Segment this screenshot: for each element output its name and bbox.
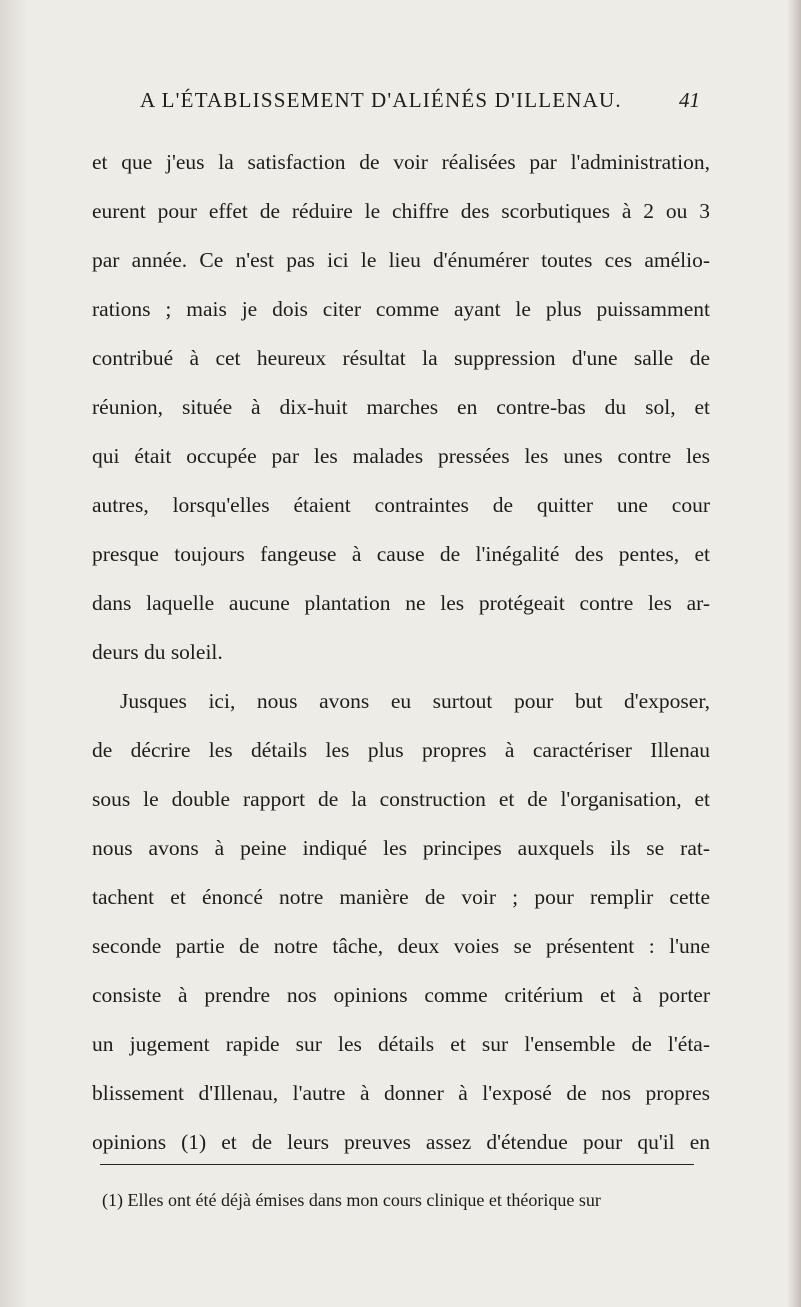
text-line: sous le double rapport de la construction et de l'organisation, et xyxy=(92,787,710,811)
text-line: qui était occupée par les malades pressées les unes contre les xyxy=(92,444,710,468)
text-line: consiste à prendre nos opinions comme critérium et à porter xyxy=(92,983,710,1007)
text-line: par année. Ce n'est pas ici le lieu d'énumérer toutes ces amélio- xyxy=(92,248,710,272)
text-line: contribué à cet heureux résultat la suppression d'une salle de xyxy=(92,346,710,370)
text-line: dans laquelle aucune plantation ne les protégeait contre les ar- xyxy=(92,591,710,615)
body-text xyxy=(92,138,710,1167)
text-line: autres, lorsqu'elles étaient contraintes de quitter une cour xyxy=(92,493,710,517)
text-line: nous avons à peine indiqué les principes auxquels ils se rat- xyxy=(92,836,710,860)
text-line: de décrire les détails les plus propres à caractériser Illenau xyxy=(92,738,710,762)
running-title: A L'ÉTABLISSEMENT D'ALIÉNÉS D'ILLENAU. xyxy=(140,88,622,112)
text-line-paragraph-start: Jusques ici, nous avons eu surtout pour but d'exposer, xyxy=(120,689,710,713)
text-line: un jugement rapide sur les détails et sur l'ensemble de l'éta- xyxy=(92,1032,710,1056)
page-number: 41 xyxy=(679,88,700,112)
text-line: opinions (1) et de leurs preuves assez d'étendue pour qu'il en xyxy=(92,1130,710,1154)
text-line: eurent pour effet de réduire le chiffre des scorbutiques à 2 ou 3 xyxy=(92,199,710,223)
footnote: (1) Elles ont été déjà émises dans mon cours clinique et théorique sur xyxy=(102,1190,601,1210)
footnote-divider xyxy=(100,1164,694,1165)
text-line: réunion, située à dix-huit marches en contre-bas du sol, et xyxy=(92,395,710,419)
text-line-paragraph-end: deurs du soleil. xyxy=(92,640,223,664)
text-line: tachent et énoncé notre manière de voir ; pour remplir cette xyxy=(92,885,710,909)
text-line: seconde partie de notre tâche, deux voies se présentent : l'une xyxy=(92,934,710,958)
running-head xyxy=(140,88,700,118)
text-line: presque toujours fangeuse à cause de l'inégalité des pentes, et xyxy=(92,542,710,566)
text-line: et que j'eus la satisfaction de voir réalisées par l'administration, xyxy=(92,150,710,174)
text-line: blissement d'Illenau, l'autre à donner à l'exposé de nos propres xyxy=(92,1081,710,1105)
text-line: rations ; mais je dois citer comme ayant le plus puissamment xyxy=(92,297,710,321)
